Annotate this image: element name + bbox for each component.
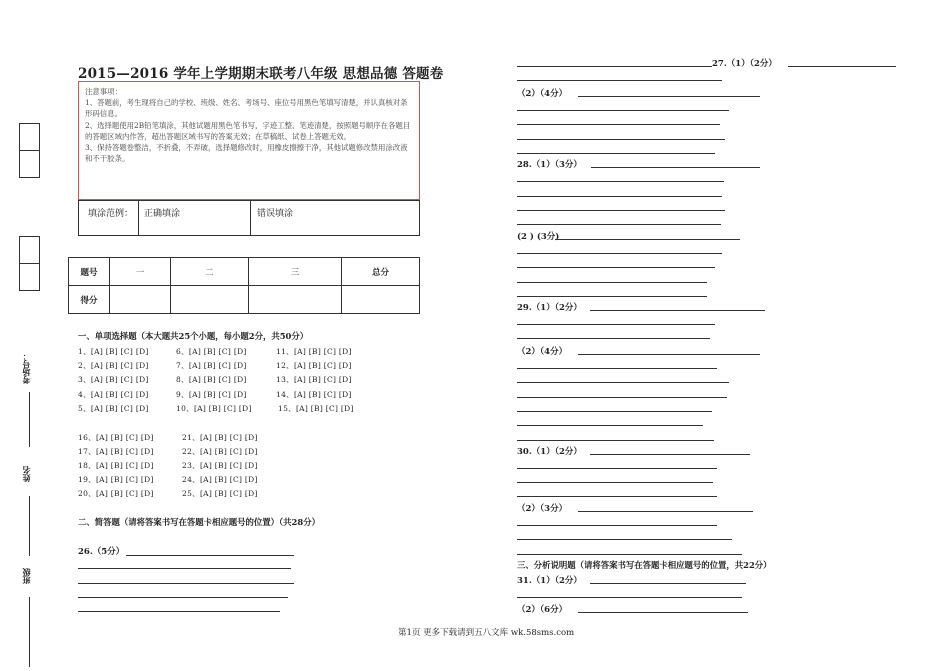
notes-box [78,81,420,200]
notes-item-3: 3、保持答题卷整洁，不折叠，不弄破，选择题修改时，用橡皮擦擦干净，其他试题修改禁用涂改液和不干胶条。 [85,143,408,164]
choice-8[interactable]: 8、[A] [B] [C] [D] [176,375,247,384]
q28-1-line-5[interactable] [517,224,721,225]
notes-item-2: 2、选择题使用2B铅笔填涂，其他试题用黑色笔书写，字迹工整、笔迹清楚，按照题号顺序在各题目的答题区域内作答，超出答题区域书写的答案无效；在草稿纸、试卷上答题无效。 [85,120,411,141]
class-line [29,597,30,667]
score-header-number: 题号 [69,258,110,286]
q28-1-line[interactable] [591,167,760,168]
name-label: 姓名 [21,466,31,482]
choice-13[interactable]: 13、[A] [B] [C] [D] [276,375,352,384]
q29-2-line[interactable] [578,354,760,355]
q31-1-label: 31.（1）（2分） [517,576,582,586]
q28-1-line-4[interactable] [517,210,725,211]
q28-2-label: (2 ) (3分) [517,232,560,242]
exam-room-line [29,392,30,447]
q28-2-line-4[interactable] [517,282,707,283]
q28-2-line[interactable] [555,239,740,240]
q31-2-label: （2）（6分） [517,605,568,615]
q26-answer-line-3[interactable] [78,597,288,598]
choice-19[interactable]: 19、[A] [B] [C] [D] [78,475,154,484]
choice-5[interactable]: 5、[A] [B] [C] [D] [78,404,149,413]
choice-17[interactable]: 17、[A] [B] [C] [D] [78,447,154,456]
q26-answer-line-2[interactable] [78,583,294,584]
choice-12[interactable]: 12、[A] [B] [C] [D] [276,361,352,370]
score-table [68,257,420,314]
section3-heading: 三、分析说明题（请将答案书写在答题卡相应题号的位置，共22分） [517,560,772,570]
choice-23[interactable]: 23、[A] [B] [C] [D] [182,461,258,470]
page-title: 2015—2016 学年上学期期末联考八年级 思想品德 答题卷 [78,66,444,82]
class-label: 班级 [21,568,31,584]
q29-1-line-2[interactable] [517,324,715,325]
notes-heading: 注意事项： [85,87,122,96]
notes-item-1: 1、答题前，考生现将自己的学校、班级、姓名、考场号、座位号用黑色笔填写清楚，并认真核对条形码信息。 [85,98,408,119]
page-footer: 第1页 更多下载请到五八文库 wk.58sms.com [398,628,575,638]
score-cell-1[interactable] [110,286,171,314]
choice-16[interactable]: 16、[A] [B] [C] [D] [78,433,154,442]
score-row-label: 得分 [69,286,110,314]
choice-15[interactable]: 15、[A] [B] [C] [D] [278,404,354,413]
fill-example-label: 填涂范例： [88,209,134,219]
choice-3[interactable]: 3、[A] [B] [C] [D] [78,375,149,384]
section1-heading: 一、单项选择题（本大题共25个小题，每小题2分，共50分） [78,331,309,341]
choice-9[interactable]: 9、[A] [B] [C] [D] [176,390,247,399]
score-header-total: 总分 [342,258,420,286]
fill-example-wrong: 错误填涂 [257,209,294,219]
choice-18[interactable]: 18、[A] [B] [C] [D] [78,461,154,470]
q28-2-line-5[interactable] [517,296,707,297]
name-line [29,496,30,556]
q27-2-line-2[interactable] [517,110,729,111]
choice-14[interactable]: 14、[A] [B] [C] [D] [276,390,352,399]
q27-1-label: 27.（1）（2分） [712,59,777,69]
q30-1-line-3[interactable] [517,482,713,483]
choice-25[interactable]: 25、[A] [B] [C] [D] [182,489,258,498]
score-header-2: 二 [171,258,249,286]
fill-example-correct: 正确填涂 [144,209,181,219]
q27-2-line-3[interactable] [517,124,720,125]
choice-10[interactable]: 10、[A] [B] [C] [D] [176,404,252,413]
fill-example-divider-2 [250,201,251,236]
score-cell-2[interactable] [171,286,249,314]
exam-room-label: 考场号： [21,352,31,384]
q28-1-label: 28.（1）（3分） [517,160,582,170]
choice-24[interactable]: 24、[A] [B] [C] [D] [182,475,258,484]
score-table-header [69,258,420,286]
q29-2-line-7[interactable] [517,440,714,441]
q28-2-line-3[interactable] [517,267,715,268]
q31-1-line-2[interactable] [517,597,742,598]
q30-1-line[interactable] [590,454,750,455]
q29-2-line-3[interactable] [517,382,729,383]
q29-2-label: （2）（4分） [517,347,568,357]
q29-1-label: 29.（1）（2分） [517,303,582,313]
q30-2-line-2[interactable] [517,525,717,526]
q29-2-line-2[interactable] [517,368,717,369]
q27-2-label: （2）（4分） [517,89,568,99]
score-header-3: 三 [249,258,342,286]
q26-answer-line-4[interactable] [78,611,280,612]
choice-6[interactable]: 6、[A] [B] [C] [D] [176,347,247,356]
q31-1-line[interactable] [590,583,746,584]
q27-2-line-4[interactable] [517,139,725,140]
q30-2-line-3[interactable] [517,539,732,540]
q26-answer-line-1[interactable] [78,568,291,569]
section2-heading: 二、简答题（请将答案书写在答题卡相应题号的位置）（共28分） [78,517,320,527]
choice-21[interactable]: 21、[A] [B] [C] [D] [182,433,258,442]
q30-1-line-4[interactable] [517,496,717,497]
score-cell-total[interactable] [342,286,420,314]
q30-2-line[interactable] [578,511,753,512]
choice-11[interactable]: 11、[A] [B] [C] [D] [276,347,352,356]
seat-box-2-divider [19,263,40,264]
choice-22[interactable]: 22、[A] [B] [C] [D] [182,447,258,456]
score-table-row [69,286,420,314]
q28-1-line-2[interactable] [517,181,724,182]
q30-2-line-4[interactable] [517,554,742,555]
q26-label: 26.（5分） [78,547,125,557]
fill-example-divider-1 [138,201,139,236]
fill-example-box [78,200,420,236]
choice-7[interactable]: 7、[A] [B] [C] [D] [176,361,247,370]
q30-1-line-2[interactable] [517,468,717,469]
q28-1-line-3[interactable] [517,196,722,197]
choice-1[interactable]: 1、[A] [B] [C] [D] [78,347,149,356]
seat-box-1-divider [19,150,40,151]
q28-2-line-2[interactable] [517,253,722,254]
q30-2-label: （2）（3分） [517,504,568,514]
q30-1-label: 30.（1）（2分） [517,447,582,457]
q29-2-line-4[interactable] [517,397,727,398]
q27-1-line[interactable] [788,66,896,67]
q29-2-line-6[interactable] [517,425,703,426]
q27-1-line-2[interactable] [517,80,722,81]
choice-4[interactable]: 4、[A] [B] [C] [D] [78,390,149,399]
score-header-1: 一 [110,258,171,286]
q29-1-line-3[interactable] [517,338,710,339]
q29-1-line[interactable] [590,310,765,311]
q29-2-line-5[interactable] [517,411,712,412]
q27-2-line[interactable] [578,96,760,97]
choice-20[interactable]: 20、[A] [B] [C] [D] [78,489,154,498]
q27-2-line-5[interactable] [517,153,715,154]
score-cell-3[interactable] [249,286,342,314]
choice-2[interactable]: 2、[A] [B] [C] [D] [78,361,149,370]
q26-answer-line-0[interactable] [126,555,294,556]
q27-preline[interactable] [517,66,712,67]
q31-2-line[interactable] [578,612,748,613]
